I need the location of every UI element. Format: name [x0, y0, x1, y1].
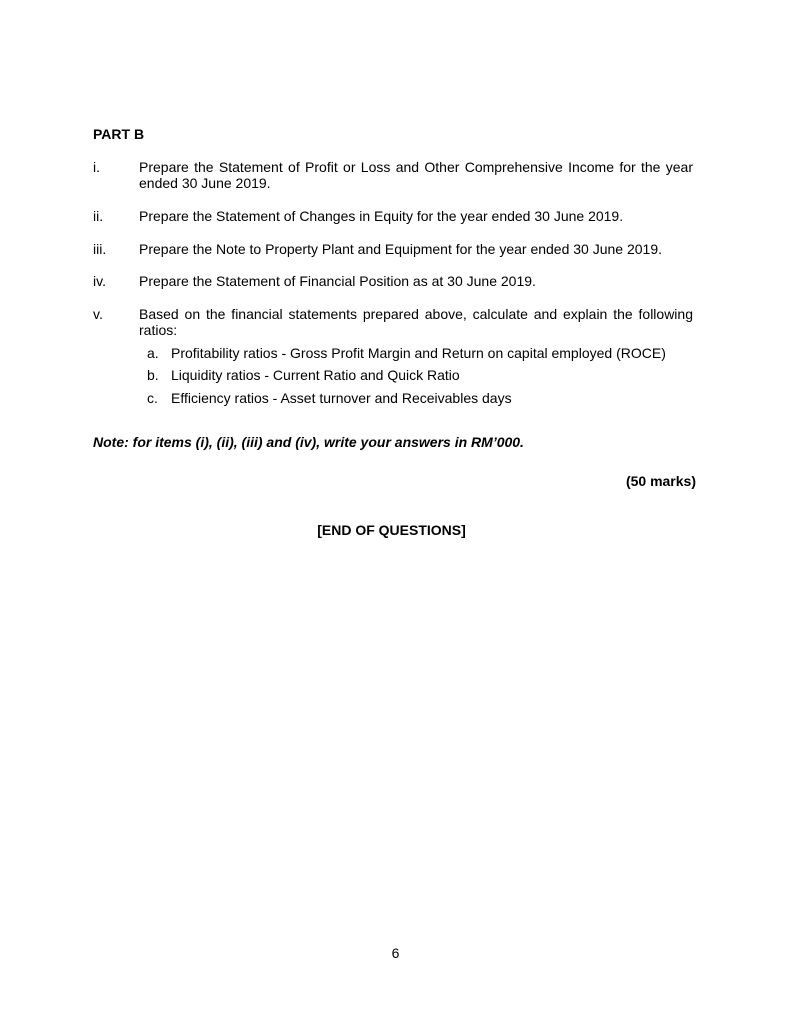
total-marks: (50 marks) — [625, 473, 696, 489]
part-heading: PART B — [93, 126, 145, 142]
sub-item-text: Profitability ratios - Gross Profit Margin and Return on capital employed (ROCE) — [171, 345, 666, 361]
answer-note: Note: for items (i), (ii), (iii) and (iv), write your answers in RM’000. — [93, 434, 524, 450]
sub-item-letter: a. — [147, 345, 159, 361]
page-number: 6 — [391, 945, 400, 961]
sub-item-text: Liquidity ratios - Current Ratio and Quick Ratio — [171, 367, 460, 383]
question-text: Prepare the Statement of Profit or Loss and Other Comprehensive Income for the year ended 30 June 2019. — [139, 159, 693, 191]
question-text: Prepare the Statement of Financial Position as at 30 June 2019. — [139, 273, 536, 289]
question-text: Prepare the Note to Property Plant and Equipment for the year ended 30 June 2019. — [139, 241, 663, 257]
question-text: Prepare the Statement of Changes in Equity for the year ended 30 June 2019. — [139, 208, 624, 224]
question-number: iv. — [93, 273, 106, 289]
question-number: i. — [93, 159, 100, 175]
end-of-questions: [END OF QUESTIONS] — [317, 522, 466, 538]
sub-item-text: Efficiency ratios - Asset turnover and Receivables days — [171, 390, 512, 406]
sub-item-letter: b. — [147, 367, 159, 383]
question-number: v. — [93, 306, 103, 322]
question-text: Based on the financial statements prepared above, calculate and explain the following ratios: — [139, 306, 693, 338]
question-number: iii. — [93, 241, 107, 257]
sub-item-letter: c. — [147, 390, 158, 406]
question-number: ii. — [93, 208, 104, 224]
